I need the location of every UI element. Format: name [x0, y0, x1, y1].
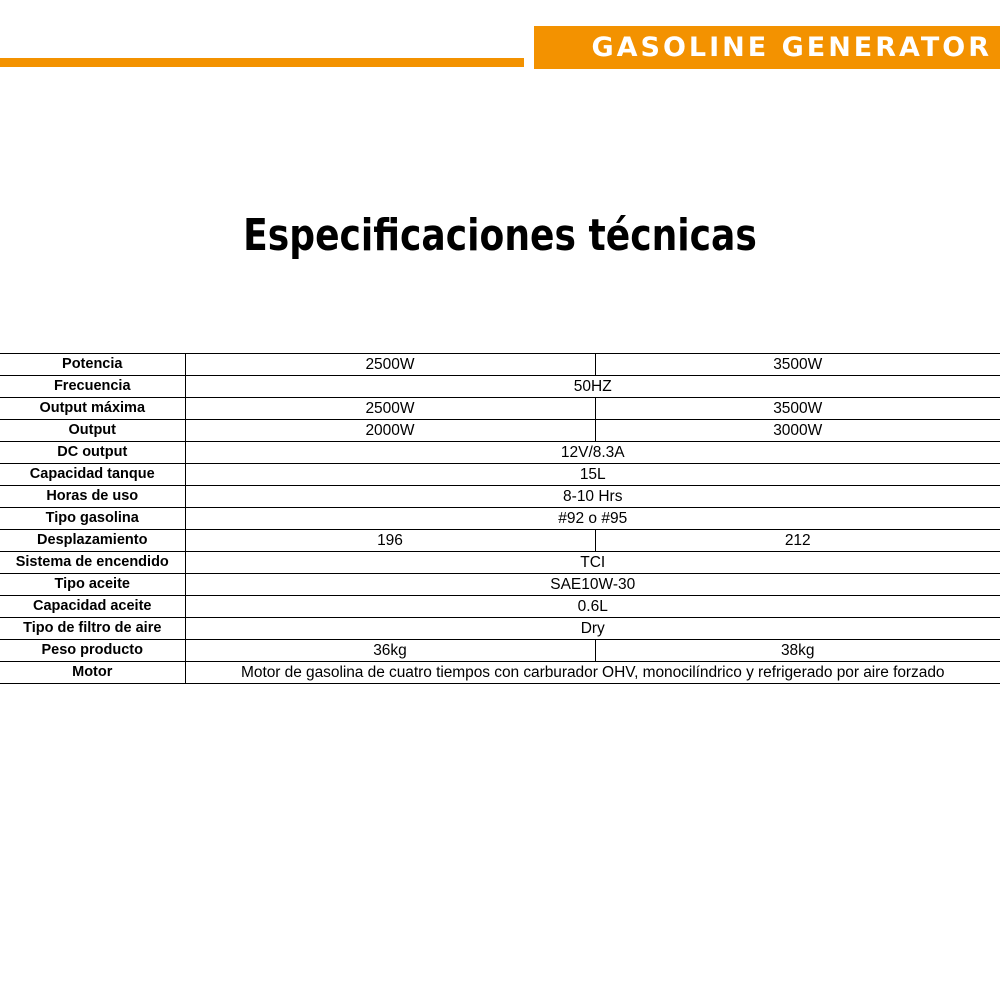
spec-value-2500: 196: [185, 530, 595, 552]
spec-value: #92 o #95: [185, 508, 1000, 530]
table-row: [0, 464, 1000, 486]
spec-value: Motor de gasolina de cuatro tiempos con carburador OHV, monocilíndrico y refrigerado por aire forzado: [185, 662, 1000, 684]
spec-label: Horas de uso: [0, 486, 185, 508]
spec-value-2500: 2500W: [185, 354, 595, 376]
table-row: [0, 398, 1000, 420]
table-row: [0, 420, 1000, 442]
specs-table-body: [0, 354, 1000, 684]
spec-value: SAE10W-30: [185, 574, 1000, 596]
spec-label: DC output: [0, 442, 185, 464]
spec-value: 15L: [185, 464, 1000, 486]
spec-value: 0.6L: [185, 596, 1000, 618]
header-accent-line: [0, 58, 524, 67]
spec-value-2500: 2500W: [185, 398, 595, 420]
table-row: [0, 552, 1000, 574]
spec-label: Motor: [0, 662, 185, 684]
spec-label: Desplazamiento: [0, 530, 185, 552]
spec-value: 8-10 Hrs: [185, 486, 1000, 508]
spec-value: 50HZ: [185, 376, 1000, 398]
spec-value-2500: 2000W: [185, 420, 595, 442]
spec-label: Tipo gasolina: [0, 508, 185, 530]
spec-value-3500: 38kg: [595, 640, 1000, 662]
spec-label: Frecuencia: [0, 376, 185, 398]
specs-table: [0, 353, 1000, 684]
spec-label: Capacidad aceite: [0, 596, 185, 618]
spec-label: Output máxima: [0, 398, 185, 420]
spec-value-3500: 212: [595, 530, 1000, 552]
table-row: [0, 530, 1000, 552]
header-banner: [534, 26, 1000, 69]
page-title: Especificaciones técnicas: [243, 210, 757, 261]
spec-value: Dry: [185, 618, 1000, 640]
table-row: [0, 486, 1000, 508]
table-row: [0, 618, 1000, 640]
spec-value: 12V/8.3A: [185, 442, 1000, 464]
spec-label: Sistema de encendido: [0, 552, 185, 574]
table-row: [0, 442, 1000, 464]
table-row: [0, 508, 1000, 530]
spec-value-3500: 3500W: [595, 354, 1000, 376]
spec-label: Potencia: [0, 354, 185, 376]
spec-value: TCI: [185, 552, 1000, 574]
spec-value-3500: 3500W: [595, 398, 1000, 420]
spec-label: Peso producto: [0, 640, 185, 662]
header-banner-text: GASOLINE GENERATOR: [591, 32, 992, 63]
spec-label: Output: [0, 420, 185, 442]
spec-label: Tipo aceite: [0, 574, 185, 596]
spec-value-2500: 36kg: [185, 640, 595, 662]
spec-value-3500: 3000W: [595, 420, 1000, 442]
table-row: [0, 662, 1000, 684]
table-row: [0, 596, 1000, 618]
table-row: [0, 354, 1000, 376]
spec-label: Capacidad tanque: [0, 464, 185, 486]
table-row: [0, 376, 1000, 398]
table-row: [0, 640, 1000, 662]
table-row: [0, 574, 1000, 596]
spec-label: Tipo de filtro de aire: [0, 618, 185, 640]
